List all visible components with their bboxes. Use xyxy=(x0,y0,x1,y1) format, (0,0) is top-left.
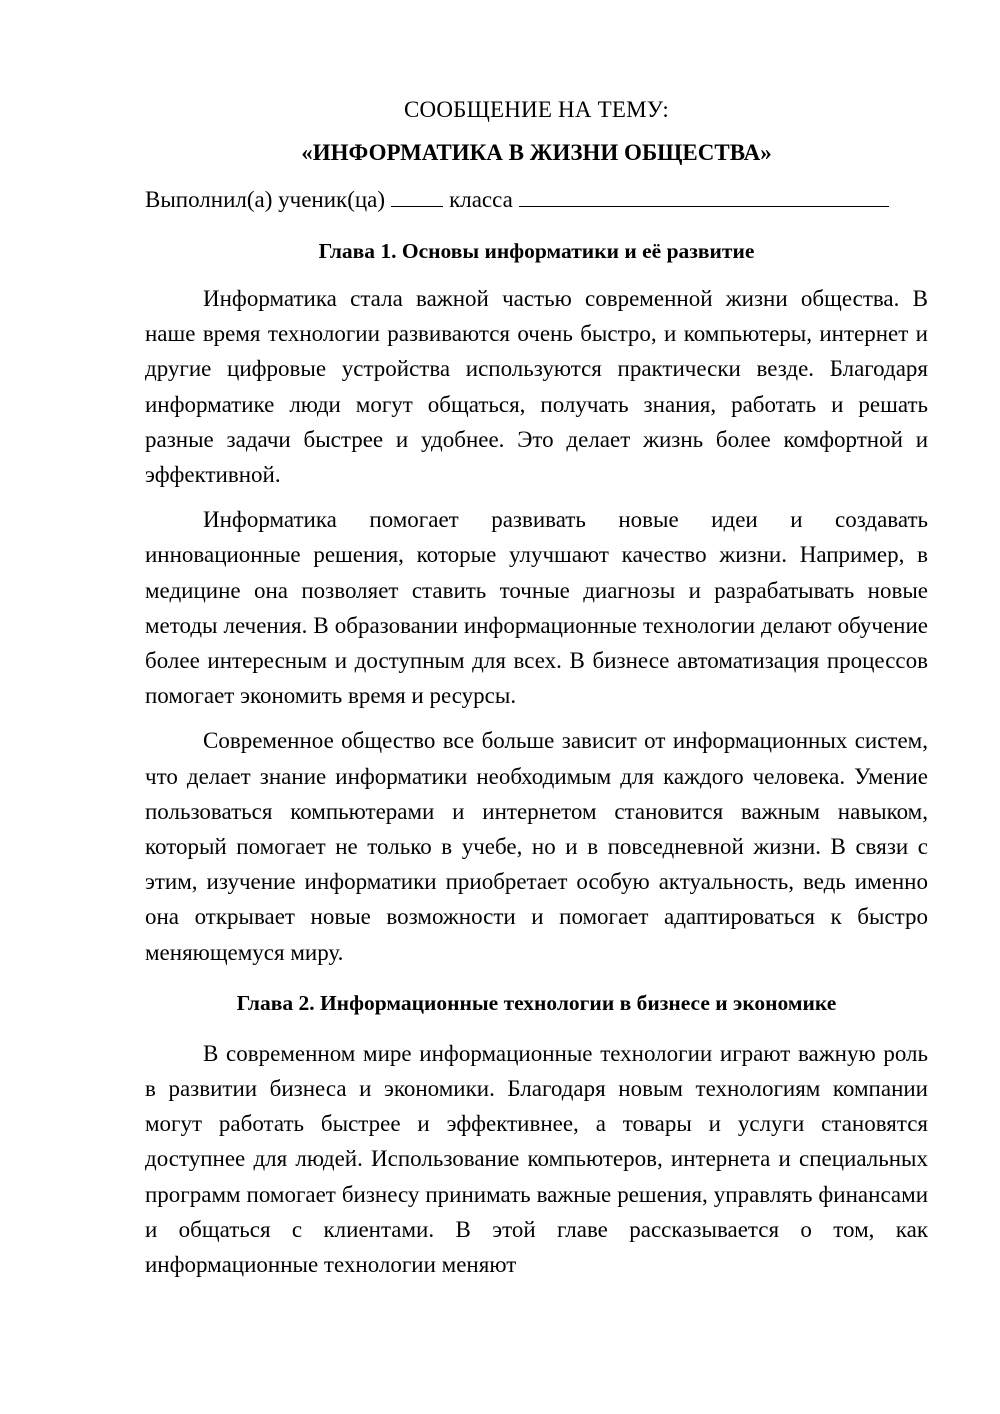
document-title-line1: СООБЩЕНИЕ НА ТЕМУ: xyxy=(404,97,669,122)
student-prefix-label: Выполнил(а) ученик(ца) xyxy=(145,187,386,212)
student-info-line xyxy=(145,182,928,218)
chapter-2-paragraph-1: В современном мире информационные технологии играют важную роль в развитии бизнеса и экономики. Благодаря новым технологиям компании могут работать быстрее и эффективнее, а товары и услуги становятся доступнее для людей. Использование компьютеров, интернета и специальных программ помогает бизнесу принимать важные решения, управлять финансами и общаться с клиентами. В этой главе рассказывается о том, как информационные технологии меняют xyxy=(145,1040,928,1278)
class-number-blank xyxy=(391,184,443,207)
document-title-line2: «ИНФОРМАТИКА В ЖИЗНИ ОБЩЕСТВА» xyxy=(301,140,772,165)
chapter-2-heading: Глава 2. Информационные технологии в бизнесе и экономике xyxy=(236,990,837,1015)
student-name-blank xyxy=(519,184,889,207)
chapter-1-paragraph-1: Информатика стала важной частью современной жизни общества. В наше время технологии развиваются очень быстро, и компьютеры, интернет и другие цифровые устройства используются практически везде. Благодаря информатике люди могут общаться, получать знания, работать и решать разные задачи быстрее и удобнее. Это делает жизнь более комфортной и эффективной. xyxy=(145,286,928,488)
chapter-1-heading: Глава 1. Основы информатики и её развитие xyxy=(318,239,755,263)
chapter-1-paragraph-2: Информатика помогает развивать новые идеи и создавать инновационные решения, которые улучшают качество жизни. Например, в медицине она позволяет ставить точные диагнозы и разрабатывать новые методы лечения. В образовании информационные технологии делают обучение более интересным и доступным для всех. В бизнесе автоматизация процессов помогает экономить время и ресурсы. xyxy=(145,507,928,709)
chapter-1-paragraph-3: Современное общество все больше зависит от информационных систем, что делает знание информатики необходимым для каждого человека. Умение пользоваться компьютерами и интернетом становится важным навыком, который помогает не только в учебе, но и в повседневной жизни. В связи с этим, изучение информатики приобретает особую актуальность, ведь именно она открывает новые возможности и помогает адаптироваться к быстро меняющемуся миру. xyxy=(145,728,928,965)
class-label: класса xyxy=(449,187,513,212)
